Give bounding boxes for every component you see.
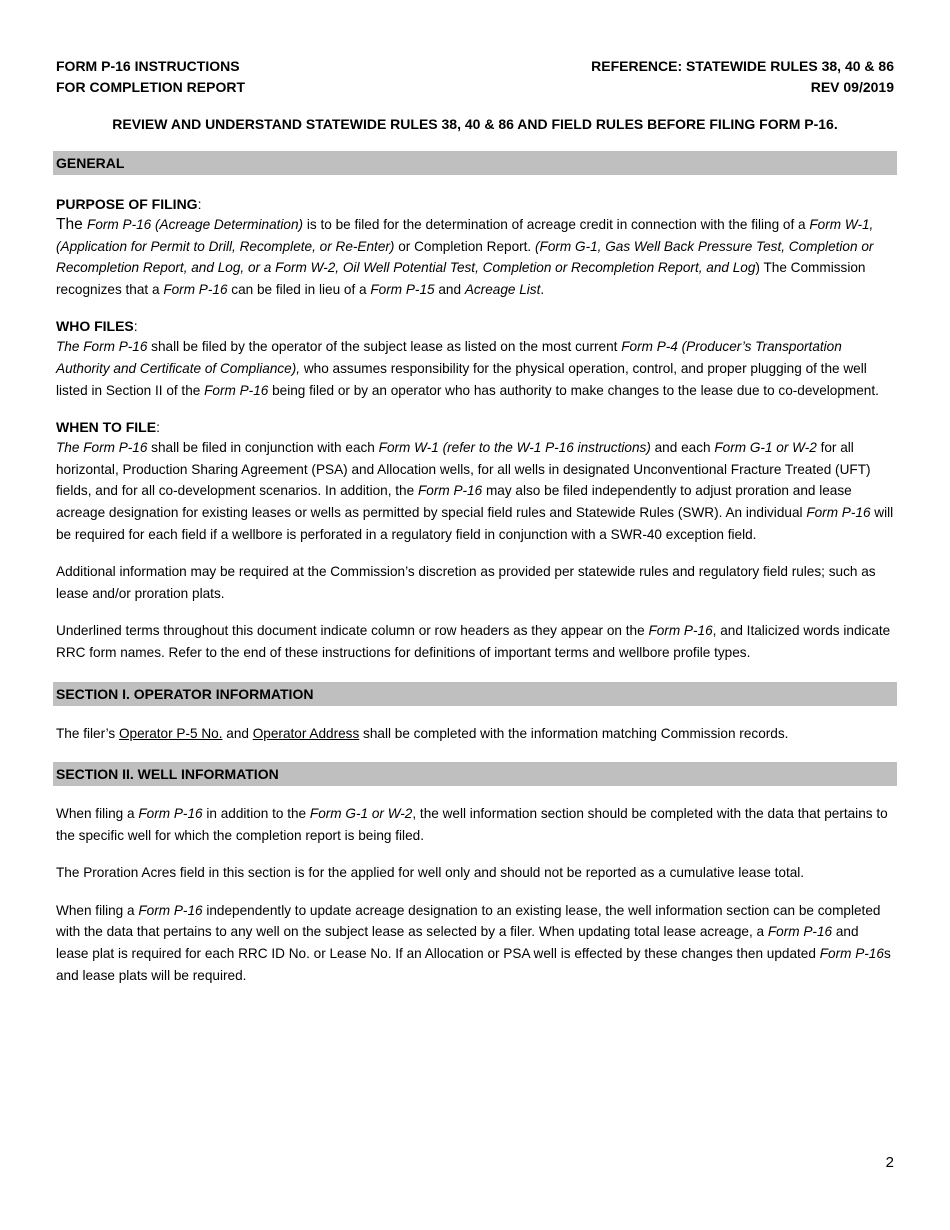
page-header [56,56,894,98]
section-heading-general: GENERAL [53,151,897,175]
form-title: FORM P-16 INSTRUCTIONS [56,58,240,74]
well-info-paragraph-3: When filing a Form P-16 independently to update acreage designation to an existing lease, the well information section can be completed with the data that pertains to any well on the subject lease as selected by a filer. When updating total lease acreage, a Form P-16 and lease plat is required for each RRC ID No. or Lease No. If an Allocation or PSA well is effected by these changes then updated Form P-16s and lease plats will be required. [56,902,891,983]
operator-p5-term: Operator P-5 No. [118,725,223,741]
section-heading-operator: SECTION I. OPERATOR INFORMATION [53,682,897,706]
who-files-paragraph: The Form P-16 shall be filed by the operator of the subject lease as listed on the most current Form P-4 (Producer’s Transportation Authority and Certificate of Compliance), who assumes responsibility for the physical operation, control, and proper plugging of the well listed in Section II of the Form P-16 being filed or by an operator who has authority to make changes to the lease due to co-development. [56,339,879,398]
purpose-colon: : [197,196,202,212]
form-subtitle: FOR COMPLETION REPORT [56,79,245,95]
well-info-paragraph-1: When filing a Form P-16 in addition to the Form G-1 or W-2, the well information section should be completed with the data that pertains to the specific well for which the completion report is being filed. [56,806,888,843]
additional-info-paragraph: Additional information may be required at the Commission’s discretion as provided per statewide rules and regulatory field rules; such as lease and/or proration plats. [56,564,876,601]
when-to-file-heading-text: WHEN TO FILE [56,419,157,436]
purpose-heading [56,194,894,214]
section-heading-well: SECTION II. WELL INFORMATION [53,762,897,786]
review-notice: REVIEW AND UNDERSTAND STATEWIDE RULES 38, 40 & 86 AND FIELD RULES BEFORE FILING FORM P-16. [112,116,838,132]
purpose-heading-text: PURPOSE OF FILING [56,196,198,212]
document-page [56,56,894,986]
operator-address-term: Operator Address [252,725,360,741]
revision-date: REV 09/2019 [810,79,894,95]
page-number: 2 [885,1154,894,1171]
well-info-paragraph-2: The Proration Acres field in this section is for the applied for well only and should not be reported as a cumulative lease total. [56,865,805,881]
header-left [56,56,245,98]
when-to-file-paragraph: The Form P-16 shall be filed in conjunction with each Form W-1 (refer to the W-1 P-16 instructions) and each Form G-1 or W-2 for all horizontal, Production Sharing Agreement (PSA) and Allocation wells, for all wells in designated Unconventional Fracture Treated (UFT) fields, and for all co-development scenarios. In addition, the Form P-16 may also be filed independently to adjust proration and lease acreage designation for existing leases or wells as permitted by special field rules and Statewide Rules (SWR). An individual Form P-16 will be required for each field if a wellbore is perforated in a regulatory field in conjunction with a SWR-40 exception field. [56,440,894,542]
when-to-file-heading [56,417,894,437]
purpose-paragraph: The Form P-16 (Acreage Determination) is to be filed for the determination of acreage credit in connection with the filing of a Form W-1, (Application for Permit to Drill, Recomplete, or Re-Enter) or Completion Report. (Form G-1, Gas Well Back Pressure Test, Completion or Recompletion Report, and Log, or a Form W-2, Oil Well Potential Test, Completion or Recompletion Report, and Log) The Commission recognizes that a Form P-16 can be filed in lieu of a Form P-15 and Acreage List. [56,216,874,297]
who-files-heading-text: WHO FILES [56,318,134,335]
operator-info-paragraph: The filer’s Operator P-5 No. and Operator Address shall be completed with the information matching Commission records. [56,725,789,741]
header-right [591,56,894,98]
when-to-file-colon: : [156,419,160,436]
reference-rules: REFERENCE: STATEWIDE RULES 38, 40 & 86 [591,58,894,74]
who-files-colon: : [133,318,138,335]
underlined-terms-paragraph: Underlined terms throughout this document indicate column or row headers as they appear on the Form P-16, and Italicized words indicate RRC form names. Refer to the end of these instructions for definitions of important terms and wellbore profile types. [56,623,891,660]
who-files-heading [56,316,894,336]
